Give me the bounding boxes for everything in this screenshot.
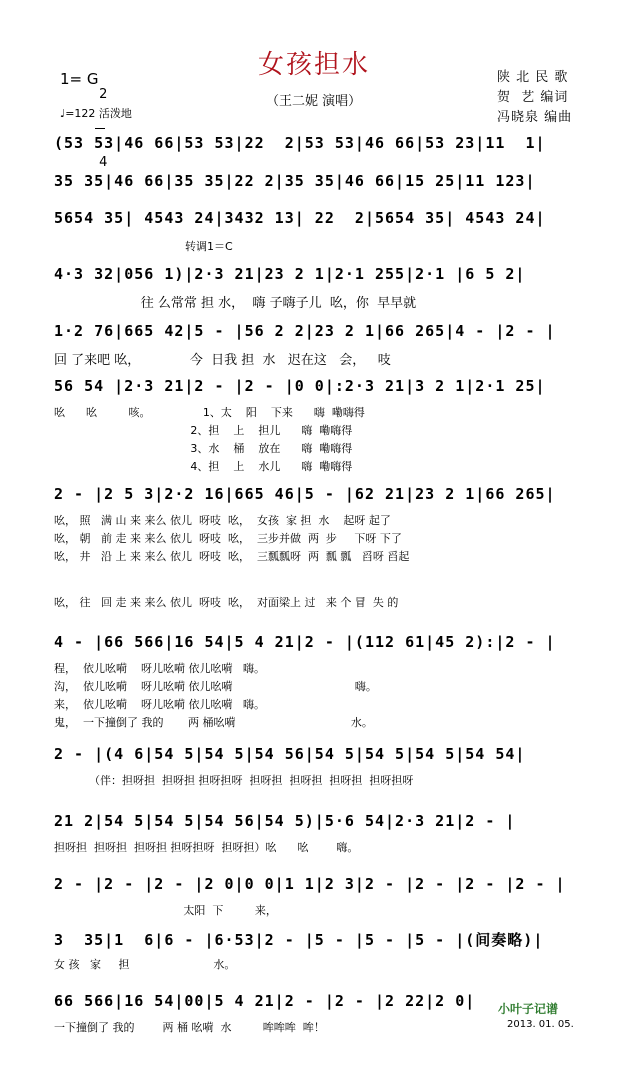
music-line: 5654 35| 4543 24|3432 13| 22 2|5654 35| 4543 24| bbox=[54, 209, 546, 227]
transcriber-logo: 小叶子记谱 bbox=[498, 1002, 559, 1016]
music-line: 2 - |(4 6|54 5|54 5|54 56|54 5|54 5|54 5|54 54| bbox=[54, 745, 526, 763]
lyric-line: 2、担 上 担儿 嗨 嘞嗨得 bbox=[54, 424, 353, 437]
credit-line-2: 贺 艺 编词 bbox=[497, 90, 569, 105]
music-line: 2 - |2 - |2 - |2 0|0 0|1 1|2 3|2 - |2 - |2 - |2 - | bbox=[54, 875, 566, 893]
music-line: 2 - |2 5 3|2·2 16|665 46|5 - |62 21|23 2 1|66 265| bbox=[54, 485, 556, 503]
music-line: 56 54 |2·3 21|2 - |2 - |0 0|:2·3 21|3 2 1|2·1 25| bbox=[54, 377, 546, 395]
lyric-line: 吆， 往 回 走 来 来么 依儿 呀吱 吆， 对面梁上 过 来 个 冒 失 的 bbox=[54, 596, 399, 609]
credit-line-1: 陕 北 民 歌 bbox=[497, 70, 569, 85]
music-line: 35 35|46 66|35 35|22 2|35 35|46 66|15 25|11 123| bbox=[54, 172, 536, 190]
music-line: (53 53|46 66|53 53|22 2|53 53|46 66|53 23|11 1| bbox=[54, 134, 546, 152]
lyric-line: 回 了来吧 吆， 今 日我 担 水 迟在这 会， 吱 bbox=[54, 353, 391, 368]
lyric-line: 来， 依儿吆嗬 呀儿吆嗬 依儿吆嗬 嗨。 bbox=[54, 698, 265, 711]
key-signature: 1= G bbox=[60, 70, 99, 88]
lyric-line: 吆 吆 咳。 1、太 阳 下来 嗨 嘞嗨得 bbox=[54, 406, 365, 419]
lyric-line: 4、担 上 水儿 嗨 嘞嗨得 bbox=[54, 460, 353, 473]
lyric-line: （伴：担呀担 担呀担 担呀担呀 担呀担 担呀担 担呀担 担呀担呀 bbox=[54, 774, 414, 787]
music-line: 21 2|54 5|54 5|54 56|54 5)|5·6 54|2·3 21|2 - | bbox=[54, 812, 516, 830]
lyric-line: 3、水 桶 放在 嗨 嘞嗨得 bbox=[54, 442, 353, 455]
transcription-date: 2013. 01. 05. bbox=[507, 1019, 574, 1030]
lyric-line: 沟， 依儿吆嗬 呀儿吆嗬 依儿吆嗬 嗨。 bbox=[54, 680, 377, 693]
lyric-line: 鬼， 一下撞倒了 我的 两 桶吆嗬 水。 bbox=[54, 716, 373, 729]
time-divider bbox=[95, 128, 105, 129]
lyric-line: 女 孩 家 担 水。 bbox=[54, 958, 236, 971]
tempo-marking: ♩=122 活泼地 bbox=[60, 107, 132, 120]
music-line: 4 - |66 566|16 54|5 4 21|2 - |(112 61|45 2):|2 - | bbox=[54, 633, 556, 651]
lyric-line: 一下撞倒了 我的 两 桶 吆嗬 水 哞哞哞 哞！ bbox=[54, 1021, 325, 1034]
lyric-line: 吆， 照 满 山 来 来么 依儿 呀吱 吆， 女孩 家 担 水 起呀 起了 bbox=[54, 514, 391, 527]
music-line: 1·2 76|665 42|5 - |56 2 2|23 2 1|66 265|4 - |2 - | bbox=[54, 322, 556, 340]
lyric-line: 吆， 井 沿 上 来 来么 依儿 呀吱 吆， 三瓢瓢呀 两 瓢 瓢 舀呀 舀起 bbox=[54, 550, 410, 563]
credit-line-3: 冯晓泉 编曲 bbox=[497, 110, 573, 125]
song-title: 女孩担水 bbox=[258, 50, 371, 80]
singer-credit: （王二妮 演唱） bbox=[266, 94, 362, 109]
music-line: 3 35|1 6|6 - |6·53|2 - |5 - |5 - |5 - |(间奏略)| bbox=[54, 931, 544, 949]
modulation-note: 转调1＝C bbox=[185, 240, 233, 253]
lyric-line: 吆， 朝 前 走 来 来么 依儿 呀吱 吆， 三步并做 两 步 下呀 下了 bbox=[54, 532, 402, 545]
time-bottom: 4 bbox=[99, 155, 108, 170]
time-top: 2 bbox=[99, 87, 108, 102]
lyric-line: 程， 依儿吆嗬 呀儿吆嗬 依儿吆嗬 嗨。 bbox=[54, 662, 265, 675]
music-line: 4·3 32|056 1)|2·3 21|23 2 1|2·1 255|2·1 |6 5 2| bbox=[54, 265, 526, 283]
lyric-line: 担呀担 担呀担 担呀担 担呀担呀 担呀担）吆 吆 嗨。 bbox=[54, 841, 359, 854]
music-line: 66 566|16 54|00|5 4 21|2 - |2 - |2 22|2 0| bbox=[54, 992, 476, 1010]
lyric-line: 往 么常常 担 水， 嗨 子嗨子儿 吆，你 早早就 bbox=[54, 296, 417, 311]
lyric-line: 太阳 下 来， bbox=[54, 904, 277, 917]
